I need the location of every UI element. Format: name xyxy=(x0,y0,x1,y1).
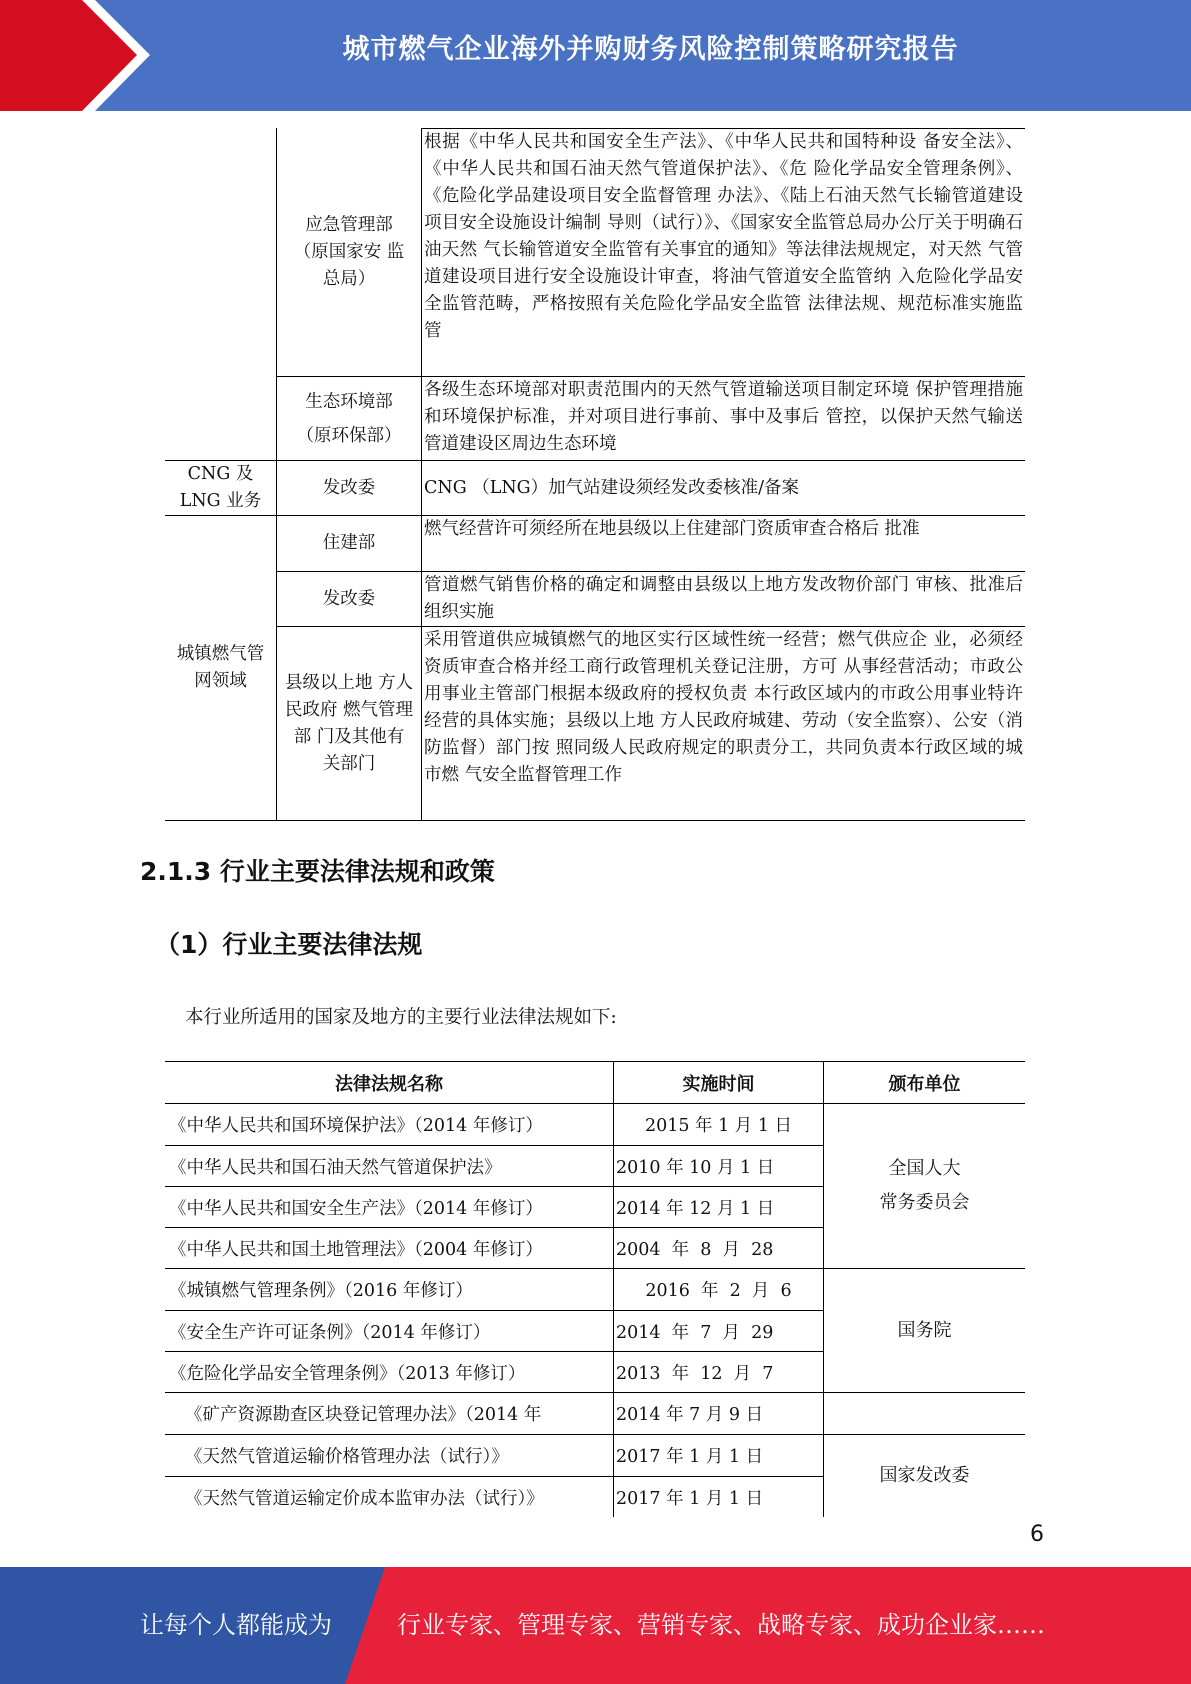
law-name: 《中华人民共和国环境保护法》（2014 年修订） xyxy=(169,1116,543,1136)
header-red-chevron xyxy=(0,0,150,111)
law-name: 《中华人民共和国安全生产法》（2014 年修订） xyxy=(169,1198,543,1219)
law-date: 2017 年 1 月 1 日 xyxy=(613,1477,823,1517)
table-row xyxy=(276,571,1025,626)
law-table xyxy=(165,1061,1025,1517)
area-cell xyxy=(165,376,276,460)
desc-cell: 采用管道供应城镇燃气的地区实行区域性统一经营；燃气供应企 业，必须经资质审查合格并经工商行政管理机关登记注册，方可 从事经营活动；市政公用事业主管部门根据本级政府的授权负责 本行政区域内的市政公用事业特许经营的具体实施；县级以上地 方人民政府城建、劳动（安全监察）、公安（消防监督）部门按 照同级人民政府规定的职责分工，共同负责本行政区域的城市燃 气安全监督管理工作 xyxy=(421,627,1025,820)
law-row xyxy=(165,1310,823,1351)
law-date: 2014 年 7 月 9 日 xyxy=(613,1393,823,1434)
law-date: 2016 年 2 月 6 xyxy=(613,1269,823,1310)
law-date: 2015 年 1 月 1 日 xyxy=(613,1104,823,1145)
law-name: 《天然气管道运输定价成本监审办法（试行）》 xyxy=(185,1488,544,1509)
law-group-ndrc xyxy=(165,1435,1025,1517)
law-name: 《中华人民共和国土地管理法》（2004 年修订） xyxy=(169,1239,543,1260)
table-row xyxy=(276,516,1025,571)
desc-cell: 燃气经营许可须经所在地县级以上住建部门资质审查合格后 批准 xyxy=(421,516,1025,571)
law-group-rows xyxy=(165,1393,823,1434)
law-row xyxy=(165,1476,823,1517)
dept-cell: 生态环境部（原环保部） xyxy=(276,376,421,460)
law-row xyxy=(165,1145,823,1186)
desc-cell: 管道燃气销售价格的确定和调整由县级以上地方发改物价部门 审核、批准后组织实施 xyxy=(421,572,1025,626)
dept-cell: 发改委 xyxy=(276,572,421,626)
header-date: 实施时间 xyxy=(613,1062,823,1103)
page-number: 6 xyxy=(1030,1522,1044,1547)
unit-line: 常务委员会 xyxy=(879,1192,970,1213)
law-unit xyxy=(823,1104,1025,1268)
table-row xyxy=(165,128,1025,376)
law-group-rows xyxy=(165,1104,823,1268)
law-row xyxy=(165,1186,823,1227)
desc-cell: CNG （LNG）加气站建设须经发改委核准/备案 xyxy=(421,461,1025,515)
table-row xyxy=(165,460,1025,515)
law-name: 《中华人民共和国石油天然气管道保护法》 xyxy=(169,1157,502,1178)
unit-line: 全国人大 xyxy=(888,1158,961,1179)
law-table-header xyxy=(165,1061,1025,1104)
law-row xyxy=(165,1393,823,1434)
header-title: 城市燃气企业海外并购财务风险控制策略研究报告 xyxy=(342,34,959,65)
law-name: 《天然气管道运输价格管理办法（试行）》 xyxy=(185,1447,509,1467)
law-row xyxy=(165,1104,823,1145)
law-group-rows xyxy=(165,1435,823,1517)
dept-cell: 住建部 xyxy=(276,516,421,571)
page-header xyxy=(0,0,1191,111)
dept-cell: 应急管理部（原国家安 监总局） xyxy=(276,128,421,376)
dept-cell: 县级以上地 方人民政府 燃气管理部 门及其他有 关部门 xyxy=(276,627,421,820)
law-date: 2013 年 12 月 7 xyxy=(613,1352,823,1392)
page-footer xyxy=(0,1567,1191,1684)
footer-slogan-right: 行业专家、管理专家、营销专家、战略专家、成功企业家…… xyxy=(397,1611,1045,1639)
law-name: 《矿产资源勘查区块登记管理办法》（2014 年 xyxy=(185,1405,542,1425)
law-date: 2017 年 1 月 1 日 xyxy=(613,1435,823,1476)
footer-slogan-left: 让每个人都能成为 xyxy=(140,1611,332,1639)
law-group-rows xyxy=(165,1269,823,1392)
area-cell: CNG 及 LNG 业务 xyxy=(179,464,262,511)
law-date: 2004 年 8 月 28 xyxy=(613,1228,823,1268)
law-date: 2014 年 7 月 29 xyxy=(613,1311,823,1351)
area-cell: 城镇燃气管网领域 xyxy=(176,644,265,691)
law-row xyxy=(165,1269,823,1310)
regulatory-table xyxy=(165,128,1025,821)
law-unit xyxy=(823,1393,1025,1434)
intro-paragraph: 本行业所适用的国家及地方的主要行业法律法规如下: xyxy=(185,1007,617,1028)
area-cell xyxy=(165,128,276,376)
law-row xyxy=(165,1227,823,1268)
desc-cell: 根据《中华人民共和国安全生产法》、《中华人民共和国特种设 备安全法》、《中华人民共和国石油天然气管道保护法》、《危 险化学品安全管理条例》、《危险化学品建设项目安全监督管理 办法》、《陆上石油天然气长输管道建设项目安全设施设计编制 导则（试行）》、《国家安全监管总局办公厅关于明确石油天然 气长输管道安全监管有关事宜的通知》等法律法规规定，对天然 气管道建设项目进行安全设施设计审查，将油气管道安全监管纳 入危险化学品安全监管范畴，严格按照有关危险化学品安全监管 法律法规、规范标准实施监管 xyxy=(421,128,1025,376)
desc-cell: 各级生态环境部对职责范围内的天然气管道输送项目制定环境 保护管理措施和环境保护标准，并对项目进行事前、事中及事后 管控，以保护天然气输送管道建设区周边生态环境 xyxy=(421,376,1025,460)
header-unit: 颁布单位 xyxy=(823,1062,1025,1103)
law-date: 2010 年 10 月 1 日 xyxy=(613,1146,823,1186)
law-group-state-council xyxy=(165,1269,1025,1393)
law-group-mineral xyxy=(165,1393,1025,1435)
law-name: 《危险化学品安全管理条例》（2013 年修订） xyxy=(169,1363,526,1384)
urban-group xyxy=(165,515,1025,821)
law-name: 《城镇燃气管理条例》（2016 年修订） xyxy=(169,1281,473,1301)
law-row xyxy=(165,1435,823,1476)
dept-cell: 发改委 xyxy=(276,461,421,515)
law-date: 2014 年 12 月 1 日 xyxy=(613,1187,823,1227)
law-name: 《安全生产许可证条例》（2014 年修订） xyxy=(169,1322,491,1343)
law-unit: 国务院 xyxy=(823,1269,1025,1392)
section-heading: 2.1.3 行业主要法律法规和政策 xyxy=(140,857,495,886)
group-rows xyxy=(276,516,1025,820)
law-group-npc xyxy=(165,1104,1025,1269)
law-unit: 国家发改委 xyxy=(823,1435,1025,1517)
table-row xyxy=(276,626,1025,820)
law-row xyxy=(165,1351,823,1392)
header-name: 法律法规名称 xyxy=(335,1073,443,1095)
table-row xyxy=(165,376,1025,460)
subsection-heading: （1）行业主要法律法规 xyxy=(155,930,423,959)
